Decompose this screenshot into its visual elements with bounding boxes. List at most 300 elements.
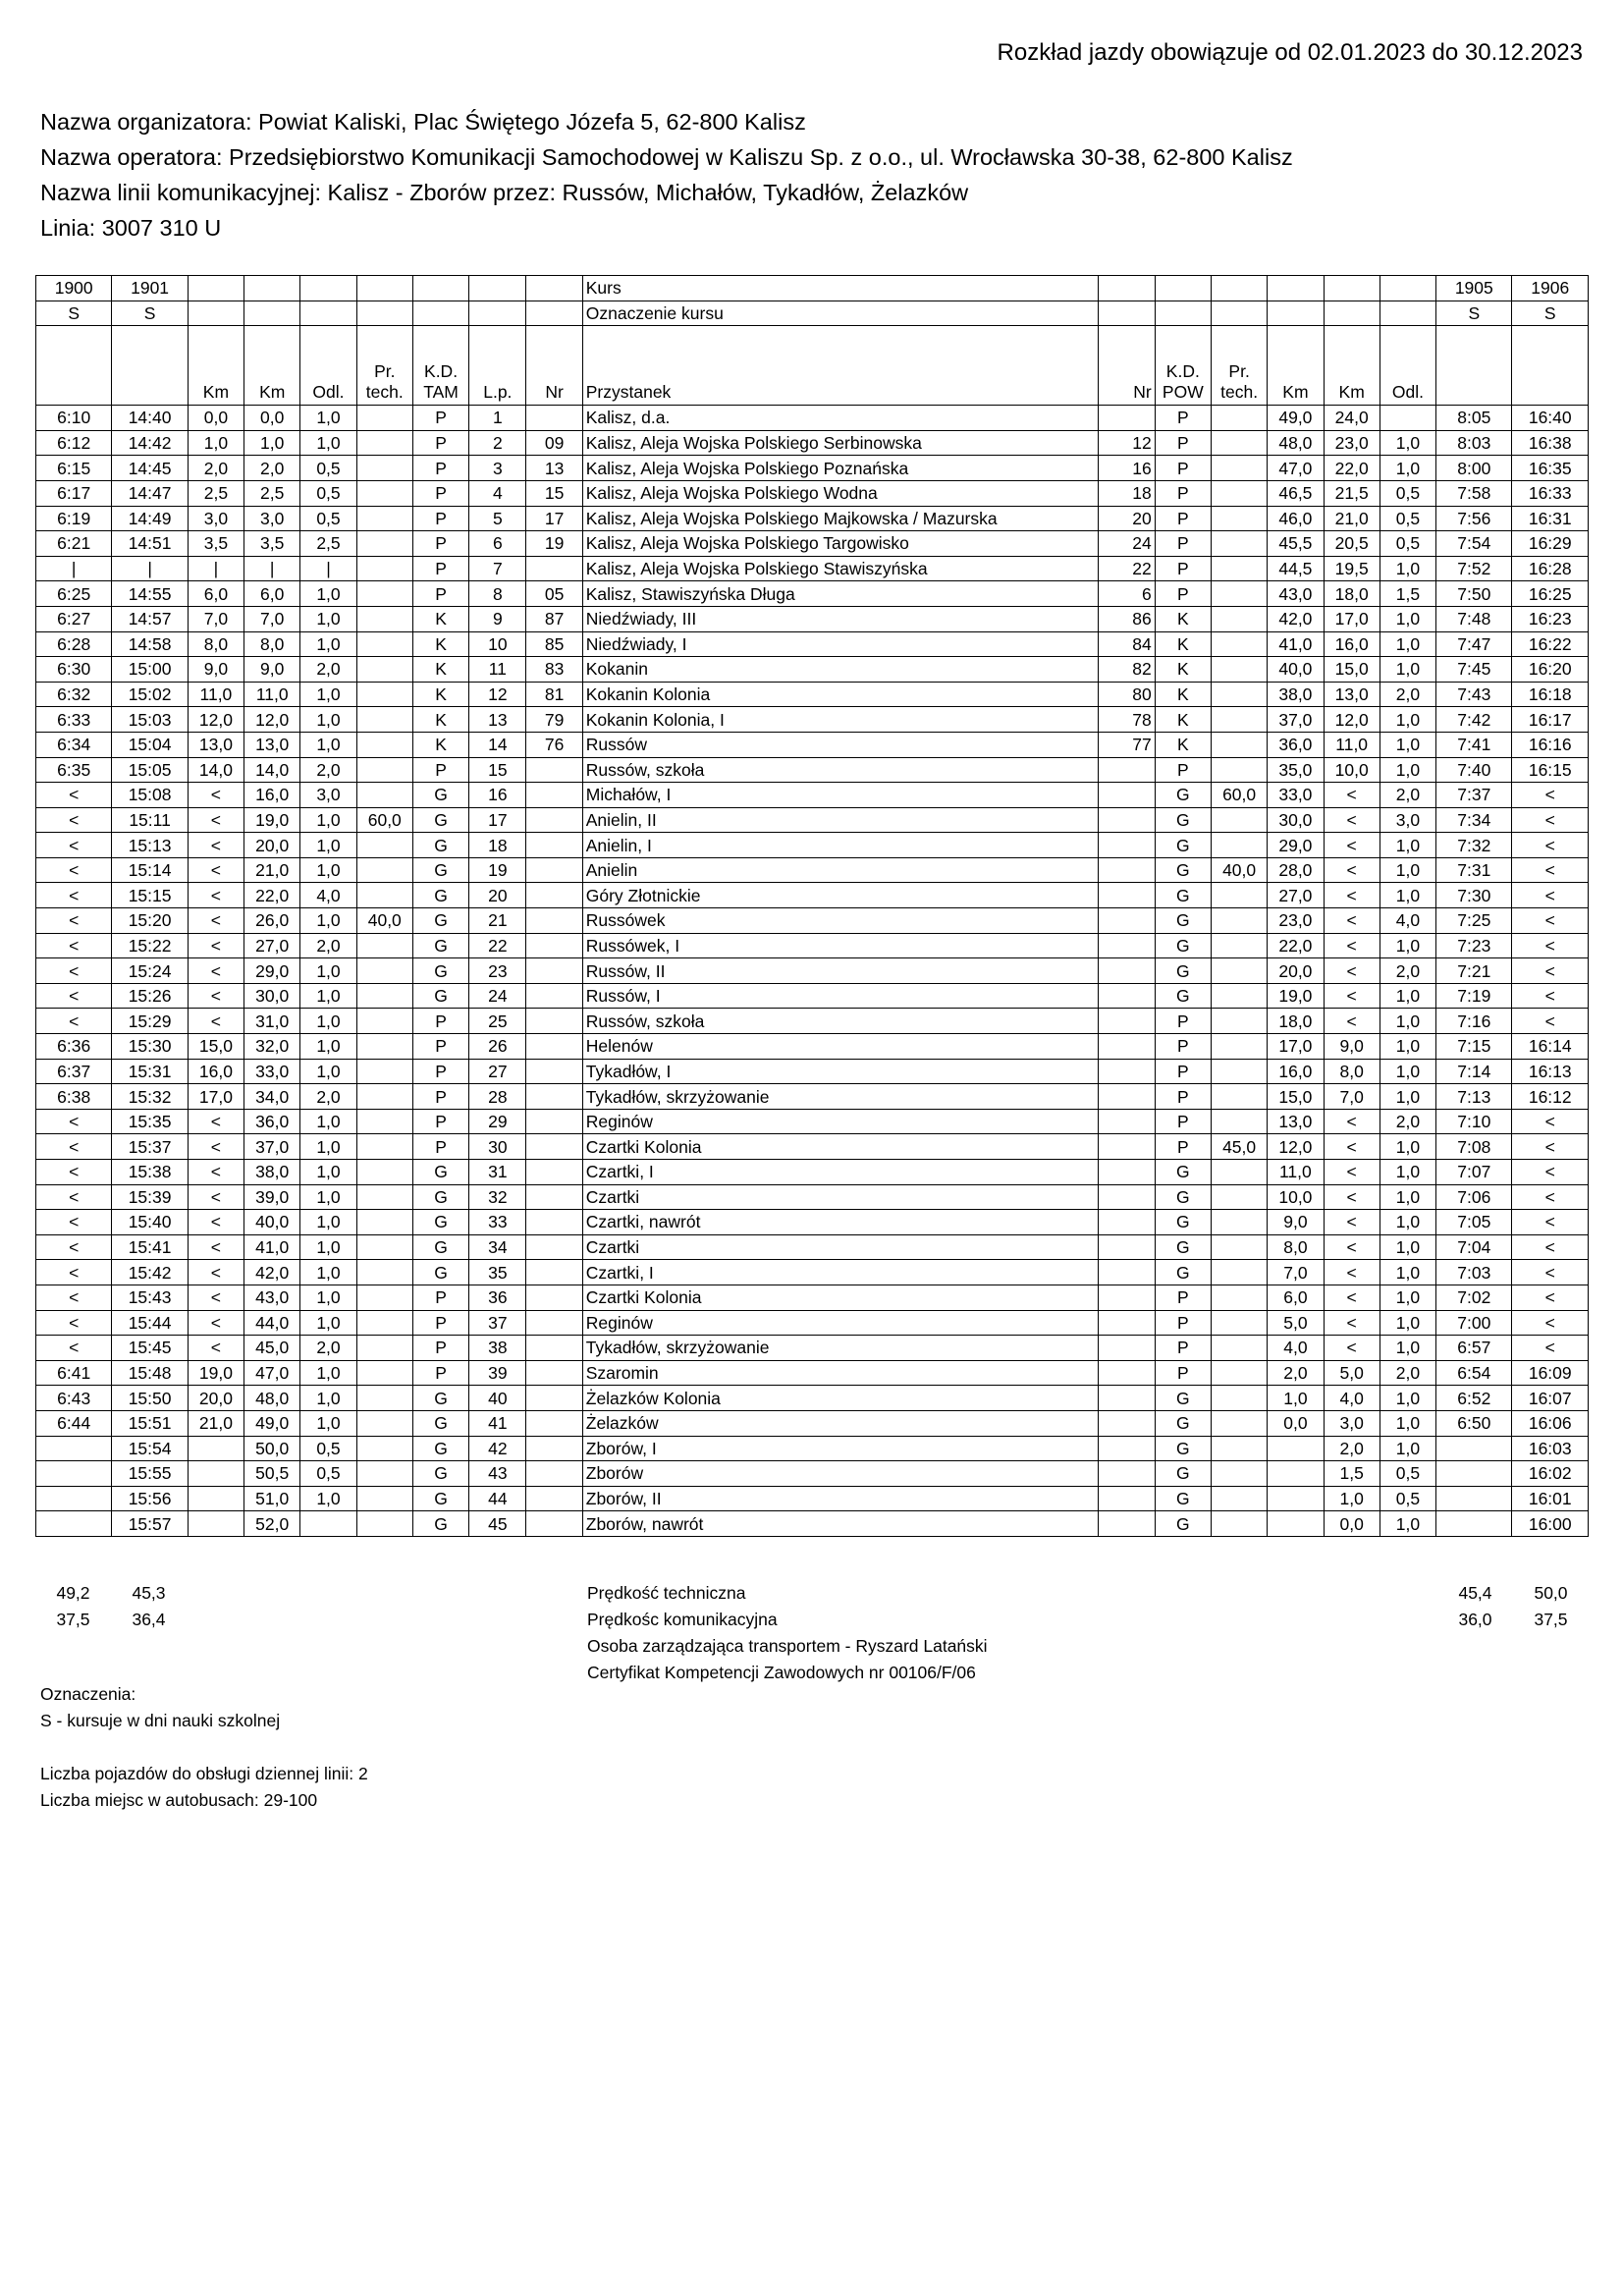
table-cell [1099, 807, 1155, 833]
table-cell: < [1512, 1109, 1589, 1134]
table-cell: G [412, 1210, 468, 1235]
table-cell: 19,0 [244, 807, 300, 833]
table-cell [1099, 1109, 1155, 1134]
table-cell [1211, 556, 1267, 581]
table-cell: < [1512, 857, 1589, 883]
table-cell: 16:38 [1512, 430, 1589, 456]
column-header-row [36, 326, 1589, 406]
table-row [36, 406, 1589, 431]
table-cell: K [1155, 732, 1211, 757]
table-cell: 14:51 [112, 531, 188, 557]
table-cell: G [412, 1410, 468, 1436]
table-cell: 2,0 [1380, 682, 1435, 707]
table-cell: 26,0 [244, 908, 300, 934]
table-cell [1211, 657, 1267, 683]
stop-name: Tykadłów, I [582, 1059, 1099, 1084]
table-cell: 0,5 [300, 1436, 356, 1461]
table-cell: P [1155, 1134, 1211, 1160]
stop-name: Czartki [582, 1184, 1099, 1210]
stop-name: Kalisz, Aleja Wojska Polskiego Stawiszyńska [582, 556, 1099, 581]
table-cell: 7:50 [1436, 581, 1512, 607]
table-cell: 15:57 [112, 1511, 188, 1537]
table-cell: < [1324, 1336, 1380, 1361]
table-row [36, 1436, 1589, 1461]
table-cell: 3,0 [188, 506, 243, 531]
table-cell: 36 [469, 1285, 526, 1310]
table-cell [526, 1134, 582, 1160]
organizer-line: Nazwa organizatora: Powiat Kaliski, Plac Świętego Józefa 5, 62-800 Kalisz [40, 109, 806, 135]
table-cell: P [412, 1336, 468, 1361]
table-cell: 18,0 [1324, 581, 1380, 607]
table-cell: 15:50 [112, 1386, 188, 1411]
table-cell [1211, 732, 1267, 757]
table-cell [526, 757, 582, 783]
table-cell: 37 [469, 1310, 526, 1336]
table-row [36, 908, 1589, 934]
table-cell: 1,0 [1380, 857, 1435, 883]
table-cell: 76 [526, 732, 582, 757]
table-cell [356, 1511, 412, 1537]
table-cell [356, 783, 412, 808]
table-cell: < [1512, 1310, 1589, 1336]
table-cell [526, 1436, 582, 1461]
table-cell: 81 [526, 682, 582, 707]
table-cell [1099, 1360, 1155, 1386]
table-cell: 15:13 [112, 833, 188, 858]
table-cell [1099, 1034, 1155, 1060]
table-row [36, 1234, 1589, 1260]
table-cell: 17,0 [1268, 1034, 1324, 1060]
table-cell [36, 1436, 112, 1461]
table-cell [1211, 456, 1267, 481]
table-cell: 16,0 [1324, 631, 1380, 657]
table-cell: 13,0 [244, 732, 300, 757]
table-row [36, 480, 1589, 506]
table-cell [356, 657, 412, 683]
table-cell [356, 556, 412, 581]
table-cell: 1,0 [1380, 1210, 1435, 1235]
table-cell [526, 1486, 582, 1511]
table-cell: < [188, 1336, 243, 1361]
table-cell: | [36, 556, 112, 581]
table-cell: 2,5 [244, 480, 300, 506]
table-cell: < [188, 958, 243, 984]
table-cell: 2,0 [188, 456, 243, 481]
table-cell: 15:54 [112, 1436, 188, 1461]
table-cell: 15:24 [112, 958, 188, 984]
table-cell: K [1155, 707, 1211, 733]
table-cell [188, 1486, 243, 1511]
table-cell: 7:13 [1436, 1084, 1512, 1110]
table-cell: 37,0 [244, 1134, 300, 1160]
table-cell: 34,0 [244, 1084, 300, 1110]
table-cell [1211, 1184, 1267, 1210]
table-cell [356, 857, 412, 883]
stop-name: Kalisz, d.a. [582, 406, 1099, 431]
table-cell: 16:03 [1512, 1436, 1589, 1461]
table-cell [1436, 1511, 1512, 1537]
table-cell: 21 [469, 908, 526, 934]
table-cell: P [1155, 1059, 1211, 1084]
stop-name: Russów, I [582, 983, 1099, 1009]
stop-name: Zborów [582, 1461, 1099, 1487]
stop-name: Żelazków [582, 1410, 1099, 1436]
table-cell: 14,0 [244, 757, 300, 783]
table-cell [1099, 1436, 1155, 1461]
table-cell: 6:32 [36, 682, 112, 707]
table-cell [1436, 1461, 1512, 1487]
table-row [36, 1360, 1589, 1386]
table-cell: P [1155, 480, 1211, 506]
table-cell: 15:02 [112, 682, 188, 707]
table-cell: 2,0 [300, 1336, 356, 1361]
course-number: 1905 [1436, 276, 1512, 301]
table-cell [1211, 1336, 1267, 1361]
table-cell: 22,0 [1324, 456, 1380, 481]
table-cell: 0,5 [1380, 1461, 1435, 1487]
table-cell [356, 1109, 412, 1134]
table-cell: G [412, 958, 468, 984]
table-cell: 14:47 [112, 480, 188, 506]
table-cell [356, 1059, 412, 1084]
table-cell [1211, 1410, 1267, 1436]
table-cell: P [412, 1109, 468, 1134]
table-cell [1099, 1084, 1155, 1110]
table-cell: 1,0 [300, 631, 356, 657]
table-cell: 6:44 [36, 1410, 112, 1436]
table-cell: 9,0 [1268, 1210, 1324, 1235]
table-cell [356, 1160, 412, 1185]
table-row [36, 631, 1589, 657]
table-cell [526, 1360, 582, 1386]
table-cell: 29 [469, 1109, 526, 1134]
table-cell: < [1324, 1160, 1380, 1185]
table-cell: < [36, 1285, 112, 1310]
table-row [36, 1310, 1589, 1336]
table-cell: 15 [526, 480, 582, 506]
table-cell: 1,0 [300, 732, 356, 757]
table-cell: 1,0 [1380, 1134, 1435, 1160]
comm-speed-left-1: 37,5 [56, 1610, 90, 1629]
course-number: 1900 [36, 276, 112, 301]
stop-name: Żelazków Kolonia [582, 1386, 1099, 1411]
table-cell: < [188, 857, 243, 883]
table-cell: G [412, 807, 468, 833]
table-cell: 6,0 [244, 581, 300, 607]
table-cell: 7:58 [1436, 480, 1512, 506]
stop-name: Reginów [582, 1109, 1099, 1134]
table-cell [356, 1034, 412, 1060]
table-cell: 1,0 [300, 581, 356, 607]
column-header: Przystanek [582, 326, 1099, 406]
table-cell: G [1155, 1160, 1211, 1185]
table-cell: 7:40 [1436, 757, 1512, 783]
column-header: Km [244, 326, 300, 406]
table-cell: < [1324, 1184, 1380, 1210]
stop-name: Reginów [582, 1310, 1099, 1336]
table-row [36, 556, 1589, 581]
table-cell [1099, 857, 1155, 883]
table-cell [1099, 406, 1155, 431]
table-cell: 1,0 [300, 1184, 356, 1210]
table-cell: 16 [1099, 456, 1155, 481]
table-cell [1211, 933, 1267, 958]
table-cell: 6,0 [1268, 1285, 1324, 1310]
table-cell: 32,0 [244, 1034, 300, 1060]
table-cell [526, 1034, 582, 1060]
table-cell: 16:13 [1512, 1059, 1589, 1084]
table-cell: 30,0 [244, 983, 300, 1009]
table-cell [1099, 1386, 1155, 1411]
table-cell [1211, 1360, 1267, 1386]
table-cell: < [188, 908, 243, 934]
table-cell: 15:42 [112, 1260, 188, 1285]
table-cell: 86 [1099, 606, 1155, 631]
table-cell: 14:49 [112, 506, 188, 531]
stop-name: Góry Złotnickie [582, 883, 1099, 908]
table-cell: 1,0 [1380, 1059, 1435, 1084]
table-cell: 78 [1099, 707, 1155, 733]
table-cell [356, 732, 412, 757]
table-cell: G [1155, 983, 1211, 1009]
table-cell: 9 [469, 606, 526, 631]
table-cell: 33,0 [244, 1059, 300, 1084]
table-cell: 1,0 [1380, 1260, 1435, 1285]
table-cell: 10 [469, 631, 526, 657]
table-cell: 6:43 [36, 1386, 112, 1411]
table-cell: 40,0 [1211, 857, 1267, 883]
stop-name: Kalisz, Stawiszyńska Długa [582, 581, 1099, 607]
tech-speed-left-2: 45,3 [132, 1583, 166, 1603]
column-header: Nr [1099, 326, 1155, 406]
table-cell: 14 [469, 732, 526, 757]
stop-name: Czartki Kolonia [582, 1134, 1099, 1160]
table-cell: < [1512, 833, 1589, 858]
table-cell: 1,0 [1380, 883, 1435, 908]
table-cell: 1,0 [300, 707, 356, 733]
table-cell: 15:30 [112, 1034, 188, 1060]
table-cell: 45,5 [1268, 531, 1324, 557]
table-cell [356, 1210, 412, 1235]
table-cell: 15:43 [112, 1285, 188, 1310]
table-row [36, 531, 1589, 557]
stop-name: Kokanin [582, 657, 1099, 683]
table-cell: 15:48 [112, 1360, 188, 1386]
table-cell: 40,0 [1268, 657, 1324, 683]
table-cell: 0,5 [300, 1461, 356, 1487]
table-cell [36, 1461, 112, 1487]
table-row [36, 1084, 1589, 1110]
column-header: Pr. tech. [356, 326, 412, 406]
table-cell [526, 1336, 582, 1361]
table-cell [1099, 1461, 1155, 1487]
table-cell: 6,0 [188, 581, 243, 607]
table-cell: 19,5 [1324, 556, 1380, 581]
table-cell: 1,0 [300, 1059, 356, 1084]
table-cell: 6:28 [36, 631, 112, 657]
table-row [36, 1336, 1589, 1361]
table-cell: 7 [469, 556, 526, 581]
table-cell: 2,0 [1380, 783, 1435, 808]
table-cell: 6:17 [36, 480, 112, 506]
header-info [40, 104, 1293, 246]
table-cell [1211, 631, 1267, 657]
table-cell: 2,0 [300, 1084, 356, 1110]
table-cell: 11,0 [244, 682, 300, 707]
table-cell: 83 [526, 657, 582, 683]
course-marking: S [1436, 301, 1512, 326]
table-cell [1211, 833, 1267, 858]
table-cell [356, 430, 412, 456]
table-row [36, 1461, 1589, 1487]
column-header: Odl. [300, 326, 356, 406]
table-cell: 16:18 [1512, 682, 1589, 707]
table-cell: K [1155, 682, 1211, 707]
table-cell: 6:41 [36, 1360, 112, 1386]
table-cell: 22 [1099, 556, 1155, 581]
table-cell: 40 [469, 1386, 526, 1411]
table-cell: 1,0 [300, 1386, 356, 1411]
table-cell: < [1324, 1260, 1380, 1285]
table-cell: 12,0 [1268, 1134, 1324, 1160]
table-cell [1099, 1160, 1155, 1185]
table-cell: < [1512, 983, 1589, 1009]
table-cell: 19,0 [188, 1360, 243, 1386]
table-cell [526, 1461, 582, 1487]
table-cell: 7:00 [1436, 1310, 1512, 1336]
table-cell: 16:12 [1512, 1084, 1589, 1110]
table-cell: 33,0 [1268, 783, 1324, 808]
comm-speed-right-2: 37,5 [1534, 1610, 1568, 1629]
table-cell: < [1512, 1184, 1589, 1210]
table-cell: < [36, 857, 112, 883]
table-cell: 1,0 [300, 983, 356, 1009]
table-cell: | [188, 556, 243, 581]
table-cell [526, 883, 582, 908]
table-cell: 16:28 [1512, 556, 1589, 581]
table-cell [1099, 983, 1155, 1009]
table-cell: 3,0 [244, 506, 300, 531]
table-cell [1099, 1336, 1155, 1361]
table-cell: 15:55 [112, 1461, 188, 1487]
table-cell: 1,0 [1380, 1234, 1435, 1260]
table-cell: G [1155, 807, 1211, 833]
table-cell: 16:01 [1512, 1486, 1589, 1511]
table-cell: 16:09 [1512, 1360, 1589, 1386]
table-cell: 7:04 [1436, 1234, 1512, 1260]
stop-name: Czartki [582, 1234, 1099, 1260]
table-cell: 35,0 [1268, 757, 1324, 783]
table-cell [526, 958, 582, 984]
table-cell: 0,5 [300, 480, 356, 506]
table-row [36, 857, 1589, 883]
table-cell: 0,0 [1268, 1410, 1324, 1436]
table-cell: 12 [1099, 430, 1155, 456]
table-cell: < [36, 1184, 112, 1210]
table-cell: P [412, 456, 468, 481]
table-cell: < [1512, 1260, 1589, 1285]
table-cell: < [1324, 1210, 1380, 1235]
table-cell: 15:05 [112, 757, 188, 783]
table-cell: 15:03 [112, 707, 188, 733]
table-cell: P [412, 581, 468, 607]
table-cell: 1,0 [1380, 1336, 1435, 1361]
table-cell: 7:41 [1436, 732, 1512, 757]
table-cell: 2,0 [1380, 1109, 1435, 1134]
table-cell: 45,0 [1211, 1134, 1267, 1160]
table-cell: 3,0 [1324, 1410, 1380, 1436]
table-cell: G [412, 1461, 468, 1487]
table-cell [356, 883, 412, 908]
table-cell: < [1512, 807, 1589, 833]
table-cell [356, 682, 412, 707]
table-cell: 15:31 [112, 1059, 188, 1084]
table-cell: 6:52 [1436, 1386, 1512, 1411]
table-cell: 37,0 [1268, 707, 1324, 733]
table-cell: | [244, 556, 300, 581]
table-cell: P [1155, 430, 1211, 456]
table-cell: 1,0 [1380, 430, 1435, 456]
table-cell: 44,5 [1268, 556, 1324, 581]
table-cell [526, 1260, 582, 1285]
table-cell: 7:37 [1436, 783, 1512, 808]
table-cell: P [1155, 456, 1211, 481]
stop-name: Czartki Kolonia [582, 1285, 1099, 1310]
comm-speed-left-2: 36,4 [132, 1610, 166, 1629]
table-cell: G [1155, 783, 1211, 808]
table-cell: 1,5 [1380, 581, 1435, 607]
table-cell: < [1512, 883, 1589, 908]
table-cell: P [1155, 757, 1211, 783]
table-cell: 38 [469, 1336, 526, 1361]
course-marking: S [112, 301, 188, 326]
table-cell: 2 [469, 430, 526, 456]
table-cell: 34 [469, 1234, 526, 1260]
table-cell: < [36, 958, 112, 984]
table-cell: 7:42 [1436, 707, 1512, 733]
table-cell: 8,0 [244, 631, 300, 657]
table-cell: 13,0 [1324, 682, 1380, 707]
table-cell: 1,0 [1380, 1184, 1435, 1210]
table-cell: 45 [469, 1511, 526, 1537]
table-cell: 15:29 [112, 1009, 188, 1034]
table-cell: 9,0 [244, 657, 300, 683]
table-cell [1211, 707, 1267, 733]
table-cell: 13,0 [188, 732, 243, 757]
table-cell: 47,0 [1268, 456, 1324, 481]
table-cell: 0,5 [300, 506, 356, 531]
table-cell [526, 833, 582, 858]
table-cell: 15,0 [1324, 657, 1380, 683]
table-cell [1099, 1009, 1155, 1034]
table-cell [1211, 1160, 1267, 1185]
table-cell: < [36, 983, 112, 1009]
table-cell [1211, 1386, 1267, 1411]
table-cell: 11,0 [188, 682, 243, 707]
table-cell [1211, 1109, 1267, 1134]
table-row [36, 581, 1589, 607]
table-cell: < [36, 933, 112, 958]
table-cell [36, 1511, 112, 1537]
table-cell: 16:31 [1512, 506, 1589, 531]
table-cell: < [1324, 807, 1380, 833]
table-cell: 15:56 [112, 1486, 188, 1511]
table-cell: 36,0 [244, 1109, 300, 1134]
table-cell [526, 1084, 582, 1110]
table-cell: 7:52 [1436, 556, 1512, 581]
table-cell: 20,5 [1324, 531, 1380, 557]
table-cell: P [412, 556, 468, 581]
